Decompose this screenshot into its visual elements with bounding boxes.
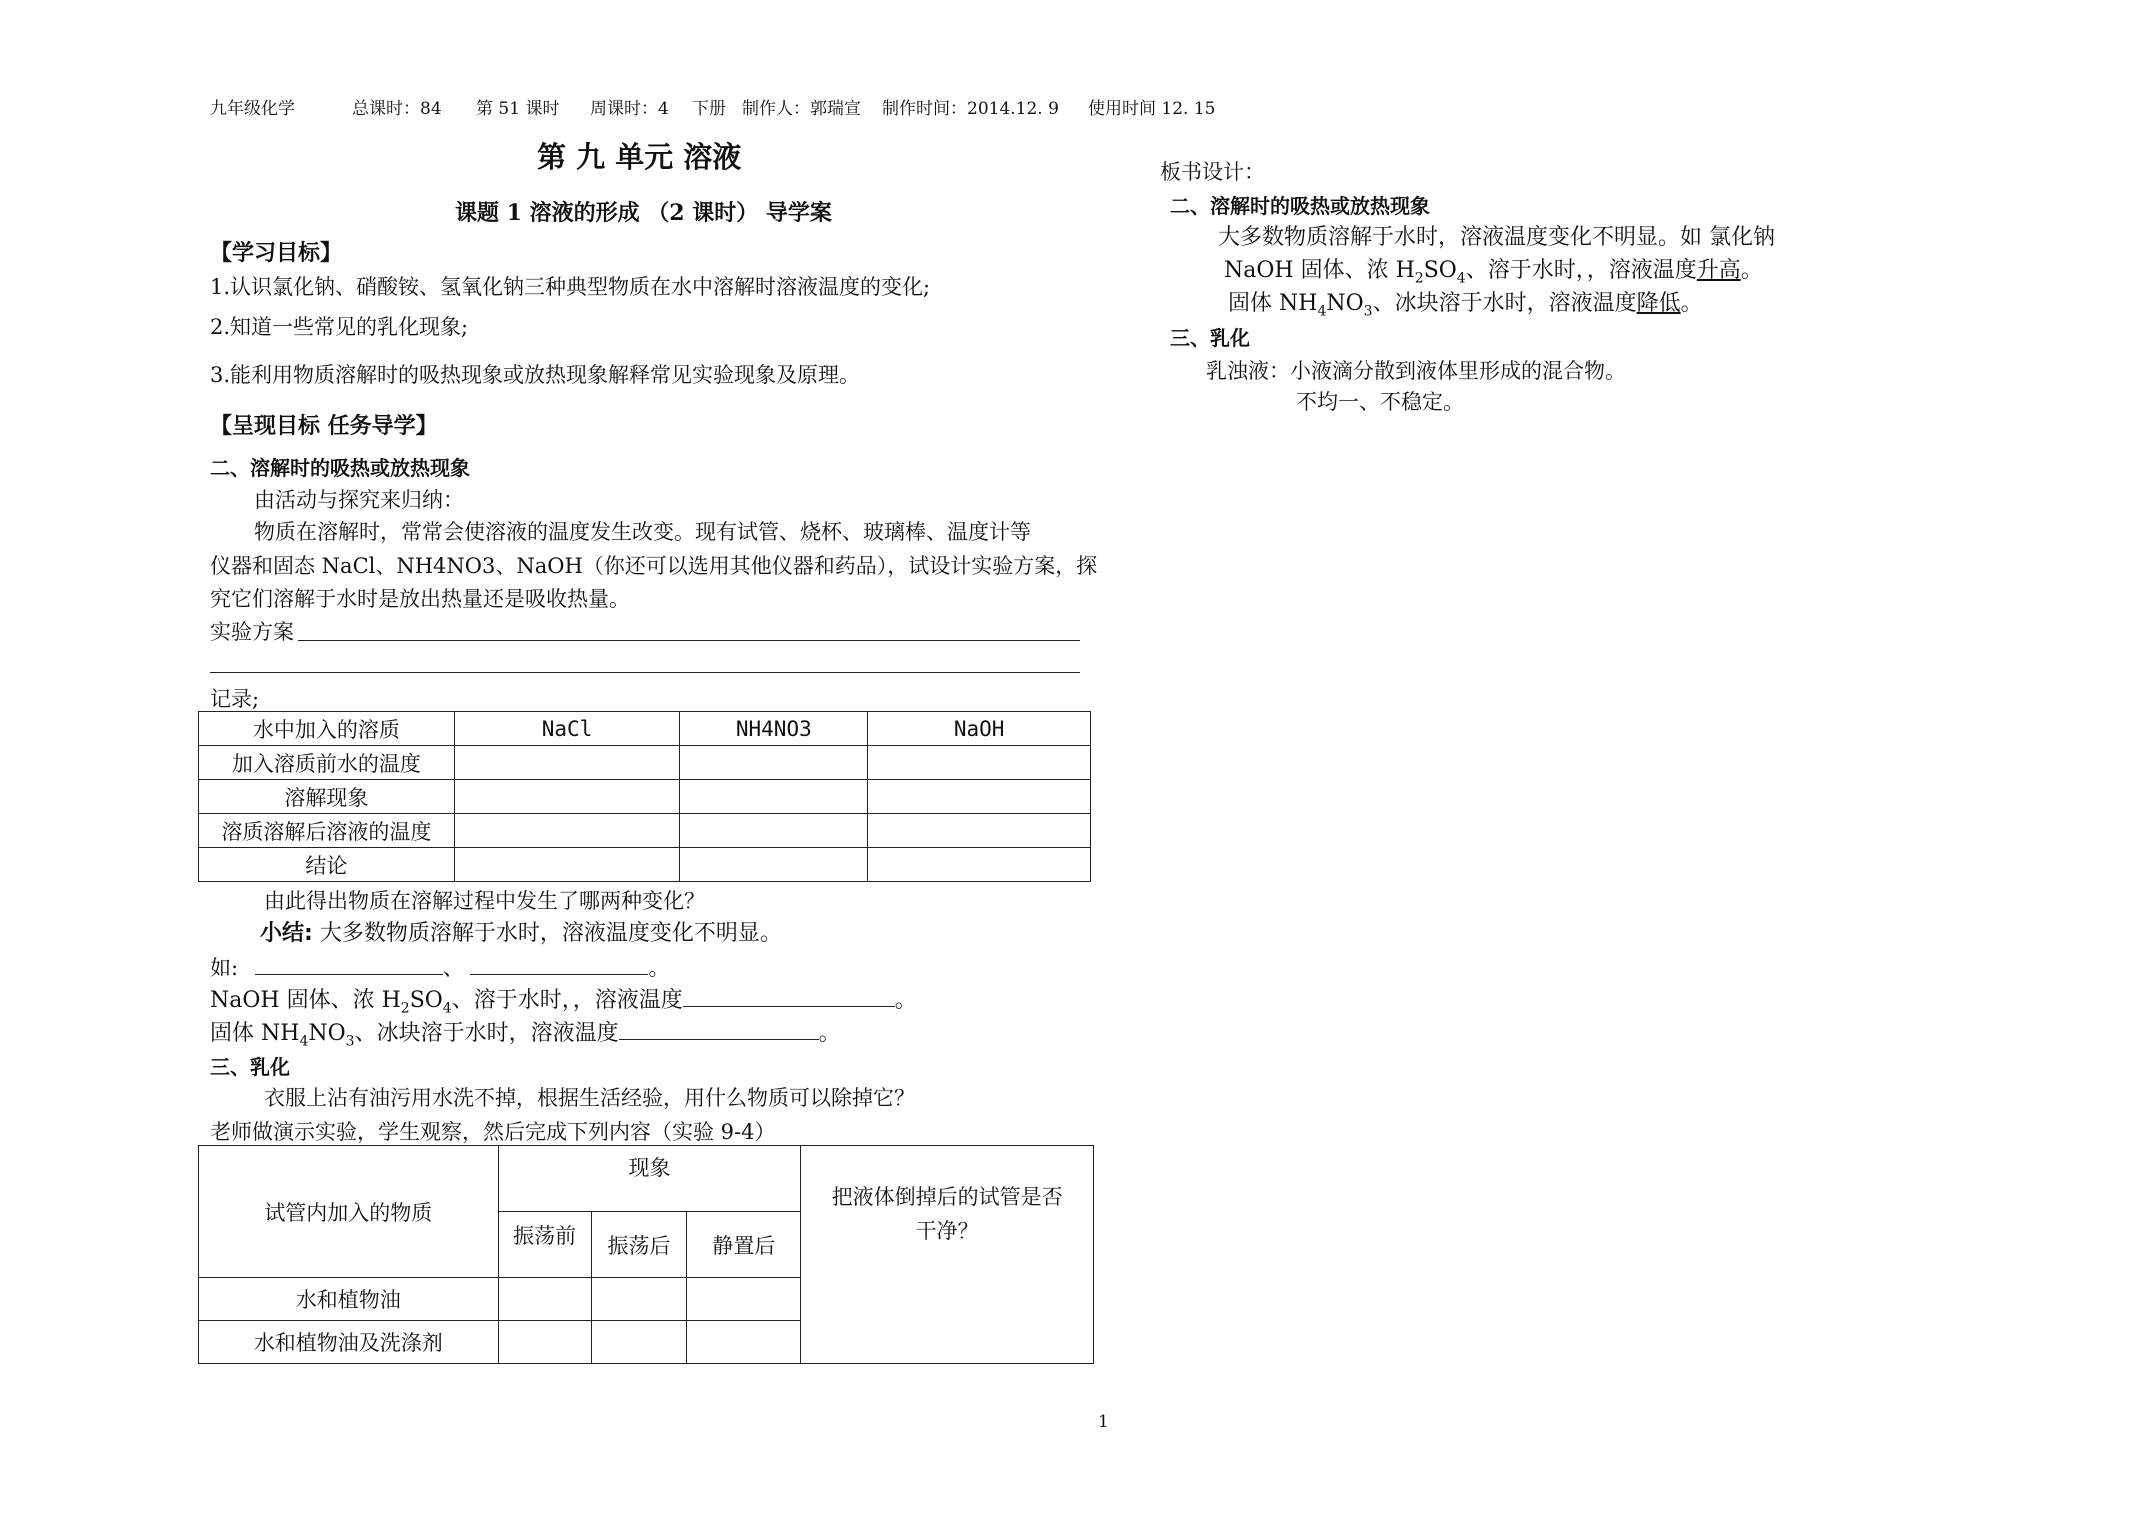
row-label: 溶解现象 — [199, 780, 455, 814]
table-cell[interactable] — [868, 746, 1091, 780]
naoh-temp-blank[interactable] — [683, 986, 895, 1007]
plan-blank-line-2[interactable] — [210, 672, 1080, 673]
task-heading: 【呈现目标 任务导学】 — [210, 414, 438, 439]
table-row — [199, 746, 1091, 780]
table-cell[interactable] — [498, 1278, 591, 1321]
row-label: 水和植物油及洗涤剂 — [199, 1321, 499, 1364]
naoh-sub: 2 — [400, 1000, 410, 1017]
unit-title: 第 九 单元 溶液 — [537, 140, 742, 174]
header-subject: 九年级化学 — [210, 99, 295, 119]
board-line-3 — [1228, 286, 1703, 319]
section2-heading: 二、溶解时的吸热或放热现象 — [210, 456, 470, 480]
summary-label: 小结: — [260, 921, 313, 946]
clean-question-line-1: 把液体倒掉后的试管是否 — [831, 1185, 1063, 1209]
emulsion-header-clean — [801, 1146, 1094, 1364]
naoh-rest: 、溶于水时，，溶液温度 — [451, 988, 683, 1013]
nh4-sub: 4 — [299, 1033, 309, 1050]
row-label: 溶质溶解后溶液的温度 — [199, 814, 455, 848]
header-author: 制作人：郭瑞宣 — [742, 99, 861, 119]
board-nh4-rest: 、冰块溶于水时，溶液温度 — [1372, 291, 1637, 316]
emulsion-table — [198, 1145, 1094, 1364]
table-cell[interactable] — [454, 848, 680, 882]
activity-intro: 由活动与探究来归纳： — [254, 488, 464, 512]
table-cell[interactable] — [454, 746, 680, 780]
example-separator: 、 — [442, 956, 464, 980]
board-naoh-sub2: 4 — [1456, 270, 1466, 287]
board-naoh-so: SO — [1423, 258, 1457, 283]
table-cell[interactable] — [680, 848, 868, 882]
board-nh4-sub: 4 — [1317, 303, 1327, 320]
section3-heading: 三、乳化 — [210, 1055, 290, 1079]
row-label: 结论 — [199, 848, 455, 882]
table-row — [199, 814, 1091, 848]
naoh-line — [210, 983, 917, 1016]
table-cell[interactable] — [454, 780, 680, 814]
nh4-no: NO — [308, 1021, 346, 1046]
header-total-hours: 总课时：84 — [352, 99, 442, 119]
table-cell[interactable] — [868, 780, 1091, 814]
board-line-1: 大多数物质溶解于水时，溶液温度变化不明显。如 氯化钠 — [1218, 225, 1775, 250]
emulsion-header-after: 振荡后 — [591, 1212, 687, 1278]
board-section3-heading: 三、乳化 — [1170, 326, 1250, 350]
board-line-2 — [1224, 253, 1763, 286]
lesson-title: 课题 1 溶液的形成 （2 课时） 导学案 — [455, 200, 832, 226]
clean-question-line-2: 干净？ — [915, 1219, 979, 1243]
table-header-naoh: NaOH — [868, 712, 1091, 746]
board-nh4-no: NO — [1326, 291, 1364, 316]
emulsion-question: 衣服上沾有油污用水洗不掉，根据生活经验，用什么物质可以除掉它？ — [264, 1086, 915, 1110]
nh4no3-line — [210, 1016, 841, 1049]
goals-heading: 【学习目标】 — [210, 241, 343, 266]
board-naoh-text: NaOH 固体、浓 H — [1224, 258, 1415, 283]
header-weekly-hours: 周课时：4 — [590, 99, 669, 119]
table-cell[interactable] — [687, 1321, 801, 1364]
nh4-period: 。 — [818, 1021, 841, 1046]
paragraph-line-3: 究它们溶解于水时是放出热量还是吸收热量。 — [210, 587, 630, 611]
board-nh4-sub2: 3 — [1363, 303, 1373, 320]
example-label: 如: — [210, 956, 239, 980]
header-use-date: 使用时间 12. 15 — [1088, 99, 1216, 119]
table-row — [199, 780, 1091, 814]
naoh-period: 。 — [894, 988, 917, 1013]
table-cell[interactable] — [454, 814, 680, 848]
board-naoh-sub: 2 — [1414, 270, 1424, 287]
table-cell[interactable] — [591, 1278, 687, 1321]
table-header-nacl: NaCl — [454, 712, 680, 746]
naoh-so: SO — [409, 988, 443, 1013]
table-cell[interactable] — [680, 780, 868, 814]
board-emulsion-def: 乳浊液：小液滴分散到液体里形成的混合物。 — [1206, 359, 1626, 383]
header-lesson-no: 第 51 课时 — [476, 99, 560, 119]
table-cell[interactable] — [687, 1278, 801, 1321]
emulsion-header-substance: 试管内加入的物质 — [199, 1146, 499, 1278]
table-cell[interactable] — [591, 1321, 687, 1364]
emulsion-header-rest: 静置后 — [687, 1212, 801, 1278]
naoh-sub2: 4 — [442, 1000, 452, 1017]
example-period: 。 — [648, 956, 670, 980]
table-cell[interactable] — [498, 1321, 591, 1364]
board-answer-drop: 降低 — [1636, 291, 1681, 316]
table-cell[interactable] — [868, 814, 1091, 848]
emulsion-header-phenomenon: 现象 — [498, 1146, 801, 1212]
emulsion-header-before: 振荡前 — [498, 1212, 591, 1278]
nh4-rest: 、冰块溶于水时，溶液温度 — [354, 1021, 619, 1046]
board-naoh-rest: 、溶于水时，，溶液温度 — [1465, 258, 1697, 283]
emulsion-intro: 老师做演示实验，学生观察，然后完成下列内容（实验 9-4） — [210, 1120, 776, 1144]
table-cell[interactable] — [868, 848, 1091, 882]
board-period: 。 — [1740, 258, 1763, 283]
board-label: 板书设计： — [1160, 160, 1265, 184]
page-number: 1 — [1098, 1412, 1109, 1432]
header-volume: 下册 — [692, 99, 726, 119]
table-cell[interactable] — [680, 814, 868, 848]
header-made-date: 制作时间：2014.12. 9 — [882, 99, 1059, 119]
paragraph-line-2: 仪器和固态 NaCl、NH4NO3、NaOH（你还可以选用其他仪器和药品），试设计实验方案，探 — [210, 554, 1098, 578]
table-row — [199, 848, 1091, 882]
board-section2-heading: 二、溶解时的吸热或放热现象 — [1170, 194, 1430, 218]
nh4-temp-blank[interactable] — [619, 1019, 819, 1040]
goal-item-1: 1.认识氯化钠、硝酸铵、氢氧化钠三种典型物质在水中溶解时溶液温度的变化; — [210, 275, 931, 299]
example-blank-2[interactable] — [470, 954, 648, 975]
board-emulsion-prop: 不均一、不稳定。 — [1296, 390, 1464, 414]
example-line — [210, 952, 669, 982]
table-header-solute: 水中加入的溶质 — [199, 712, 455, 746]
table-cell[interactable] — [680, 746, 868, 780]
row-label: 水和植物油 — [199, 1278, 499, 1321]
goal-item-2: 2.知道一些常见的乳化现象; — [210, 315, 469, 339]
goal-item-3: 3.能利用物质溶解时的吸热现象或放热现象解释常见实验现象及原理。 — [210, 363, 861, 387]
change-question: 由此得出物质在溶解过程中发生了哪两种变化？ — [264, 889, 705, 913]
paragraph-line-1: 物质在溶解时，常常会使溶液的温度发生改变。现有试管、烧杯、玻璃棒、温度计等 — [254, 520, 1031, 544]
plan-label: 实验方案 — [210, 620, 294, 644]
nh4-text: 固体 NH — [210, 1021, 300, 1046]
row-label: 加入溶质前水的温度 — [199, 746, 455, 780]
summary-line — [260, 916, 782, 947]
record-label: 记录; — [210, 687, 260, 711]
naoh-text: NaOH 固体、浓 H — [210, 988, 401, 1013]
board-nh4-text: 固体 NH — [1228, 291, 1318, 316]
example-blank-1[interactable] — [255, 954, 443, 975]
dissolution-record-table — [198, 711, 1091, 882]
plan-blank-line-1[interactable] — [298, 640, 1080, 641]
board-answer-rise: 升高 — [1696, 258, 1741, 283]
summary-text: 大多数物质溶解于水时，溶液温度变化不明显。 — [319, 921, 782, 946]
nh4-sub2: 3 — [345, 1033, 355, 1050]
table-header-nh4no3: NH4NO3 — [680, 712, 868, 746]
board-period: 。 — [1680, 291, 1703, 316]
